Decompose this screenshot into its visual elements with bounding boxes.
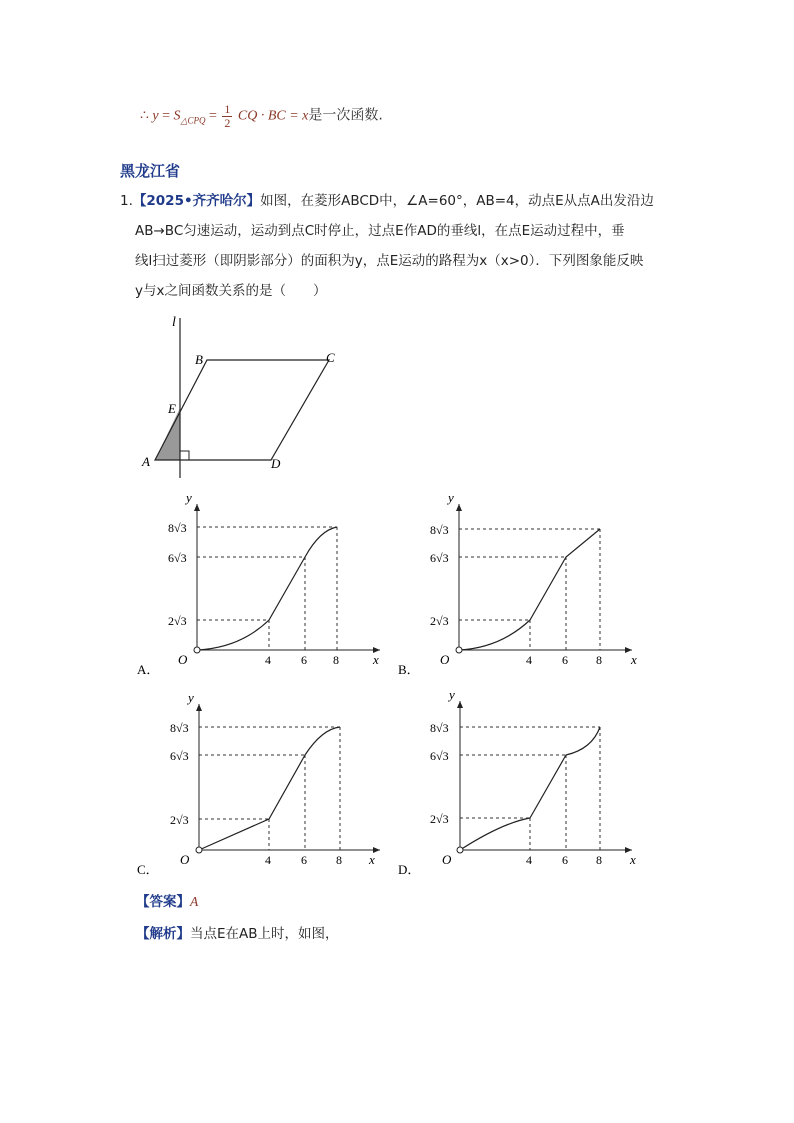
label-e: E <box>168 401 176 416</box>
formula-s: S <box>173 108 181 124</box>
xtick-a-6: 6 <box>301 653 307 667</box>
xtick-d-4: 4 <box>526 853 532 867</box>
ytick-d-8r3: 8√3 <box>430 721 449 735</box>
analysis-text: 当点E在AB上时，如图， <box>190 926 339 942</box>
question-line2: AB→BC匀速运动，运动到点C时停止，过点E作AD的垂线l，在点E运动过程中，垂 <box>135 223 625 239</box>
origin-c: O <box>180 852 190 867</box>
option-label-c: C． <box>137 862 159 877</box>
question-line3: 线l扫过菱形（即阴影部分）的面积为y，点E运动的路程为x（x>0）．下列图象能反映 <box>135 253 644 269</box>
y-label-b: y <box>448 492 454 505</box>
xtick-b-8: 8 <box>596 653 602 667</box>
y-label-d: y <box>449 687 455 702</box>
x-label-b: x <box>631 652 637 667</box>
y-label-c: y <box>188 692 194 705</box>
ytick-a-6r3: 6√3 <box>168 551 187 565</box>
ytick-c-2r3: 2√3 <box>170 813 189 827</box>
question-line4: y与x之间函数关系的是（ ） <box>135 283 327 299</box>
rhombus-figure <box>130 310 350 485</box>
origin-b: O <box>440 652 450 667</box>
origin-d: O <box>442 852 452 867</box>
section-heading: 黑龙江省 <box>120 162 181 180</box>
xtick-c-6: 6 <box>301 853 307 867</box>
graph-option-d <box>392 687 652 882</box>
question-number: 1. <box>120 193 133 209</box>
x-label-c: x <box>369 852 375 867</box>
label-a: A <box>142 454 150 469</box>
xtick-a-4: 4 <box>265 653 271 667</box>
xtick-d-6: 6 <box>562 853 568 867</box>
graph-option-c <box>130 692 390 882</box>
ytick-c-6r3: 6√3 <box>170 749 189 763</box>
ytick-d-2r3: 2√3 <box>430 812 449 826</box>
analysis-tag: 【解析】 <box>136 926 190 942</box>
xtick-c-8: 8 <box>336 853 342 867</box>
label-b: B <box>195 352 203 367</box>
therefore-symbol: ∴ <box>140 108 149 124</box>
answer-value: A <box>190 894 199 909</box>
option-label-a: A． <box>137 662 160 677</box>
answer-line <box>136 890 198 910</box>
ytick-a-8r3: 8√3 <box>168 521 187 535</box>
formula-expression: CQ · BC = x <box>237 108 309 124</box>
xtick-a-8: 8 <box>333 653 339 667</box>
formula-tail: 是一次函数. <box>308 107 383 124</box>
label-d: D <box>271 456 281 471</box>
y-label-a: y <box>186 492 192 505</box>
ytick-b-8r3: 8√3 <box>430 523 449 537</box>
rhombus-abcd <box>155 360 329 460</box>
formula-subscript: △CPQ <box>180 115 206 126</box>
x-label-d: x <box>630 852 636 867</box>
question-paragraph <box>120 186 680 306</box>
x-label-a: x <box>373 652 379 667</box>
xtick-c-4: 4 <box>265 853 271 867</box>
ytick-b-2r3: 2√3 <box>430 614 449 628</box>
option-label-b: B． <box>398 662 420 677</box>
option-label-d: D． <box>398 862 421 877</box>
question-line1: 如图，在菱形ABCD中，∠A=60°，AB=4，动点E从点A出发沿边 <box>260 193 654 209</box>
question-source: 【2025•齐齐哈尔】 <box>132 193 261 209</box>
graph-option-a <box>130 492 390 682</box>
ytick-b-6r3: 6√3 <box>430 551 449 565</box>
ytick-a-2r3: 2√3 <box>168 614 187 628</box>
formula-y: y <box>152 108 159 124</box>
formula-eq1: = <box>162 108 174 124</box>
right-angle-mark <box>180 451 189 460</box>
curve-b <box>459 529 600 650</box>
xtick-b-6: 6 <box>562 653 568 667</box>
ytick-c-8r3: 8√3 <box>170 721 189 735</box>
label-l: l <box>172 315 176 330</box>
curve-a <box>197 527 337 650</box>
label-c: C <box>326 350 335 365</box>
ytick-d-6r3: 6√3 <box>430 749 449 763</box>
answer-tag: 【答案】 <box>136 894 190 910</box>
fraction-denominator: 2 <box>224 116 231 130</box>
origin-a: O <box>178 652 188 667</box>
formula-eq2: = <box>208 108 221 124</box>
fraction-numerator: 1 <box>224 102 231 116</box>
xtick-d-8: 8 <box>596 853 602 867</box>
formula-fraction <box>222 103 232 130</box>
formula-line <box>140 103 383 130</box>
xtick-b-4: 4 <box>526 653 532 667</box>
analysis-line <box>136 922 339 942</box>
graph-option-b <box>392 492 652 682</box>
